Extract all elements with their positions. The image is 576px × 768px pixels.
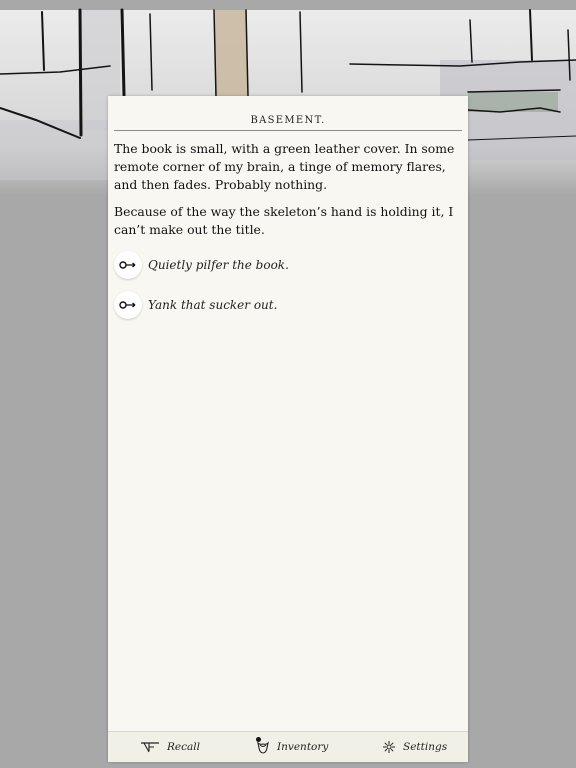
tab-inventory[interactable] — [256, 732, 328, 762]
choice-pilfer-book[interactable] — [114, 250, 289, 280]
choice-label: Quietly pilfer the book. — [148, 258, 289, 272]
tab-label: Settings — [403, 741, 448, 753]
bottom-tab-bar — [108, 731, 468, 762]
key-icon — [114, 291, 142, 319]
choice-label: Yank that sucker out. — [148, 298, 278, 312]
choice-yank-book[interactable] — [114, 290, 277, 320]
quill-icon — [140, 741, 160, 753]
tab-recall[interactable] — [140, 732, 200, 762]
tab-label: Recall — [167, 741, 200, 753]
key-icon — [114, 251, 142, 279]
tab-settings[interactable] — [382, 732, 447, 762]
story-paragraph: The book is small, with a green leather cover. In some remote corner of my brain, a tinge of memory flares, and then fades. Probably nothing. — [114, 141, 455, 192]
story-text — [114, 140, 460, 248]
gear-icon — [382, 740, 396, 754]
story-card — [108, 96, 468, 762]
tab-label: Inventory — [277, 741, 329, 753]
pouch-icon — [256, 741, 270, 754]
location-title: BASEMENT. — [114, 115, 462, 131]
story-paragraph: Because of the way the skeleton’s hand is holding it, I can’t make out the title. — [114, 204, 454, 237]
